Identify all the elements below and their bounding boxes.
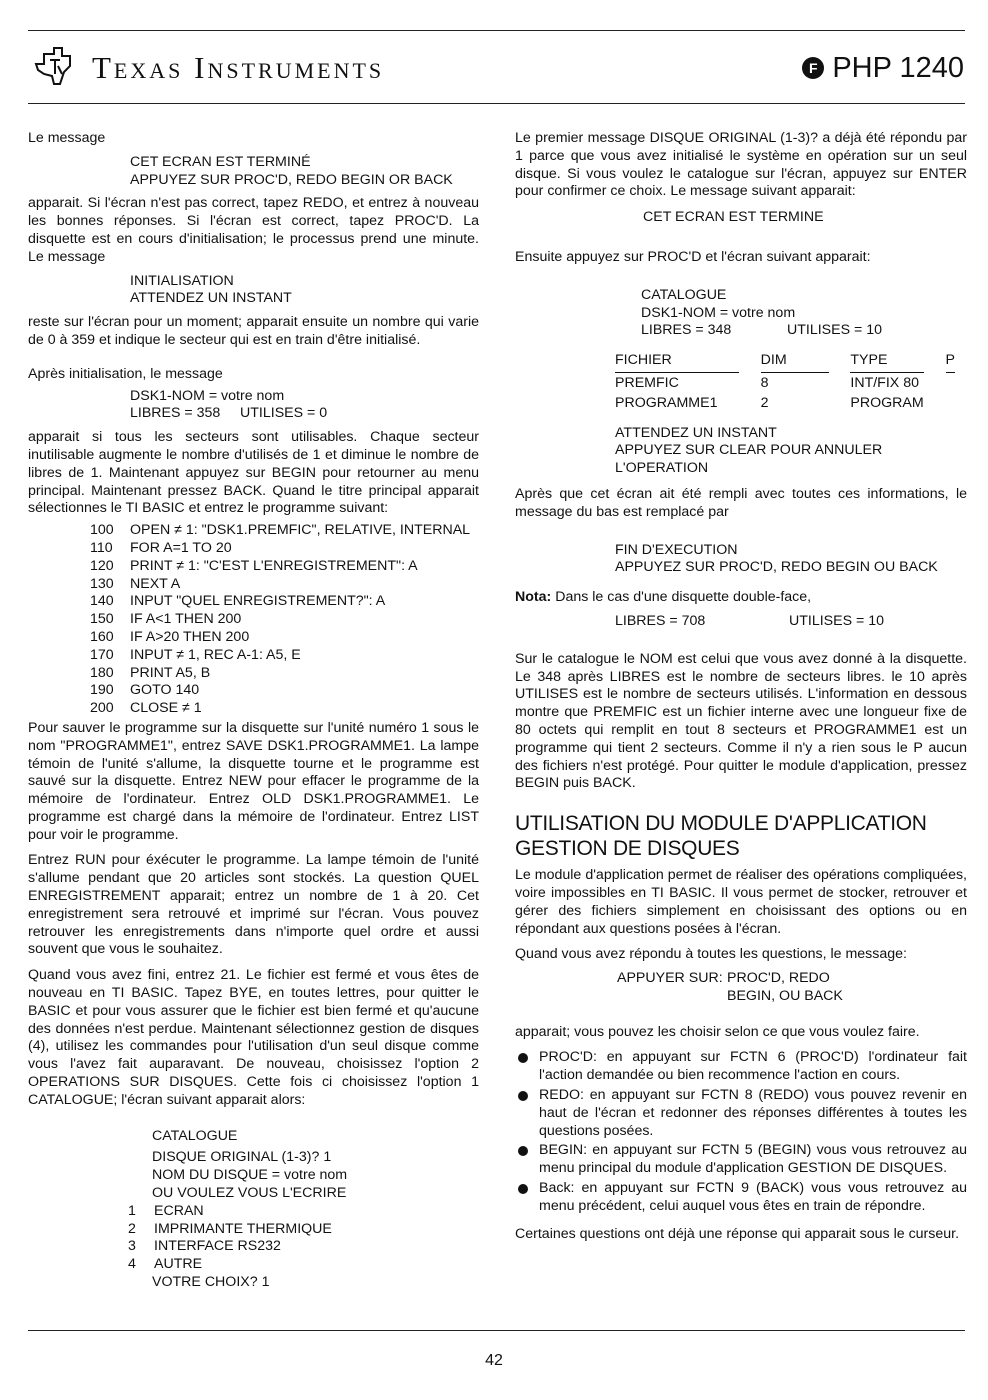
line-code: CLOSE ≠ 1 <box>130 700 202 717</box>
utilises-value: UTILISES = 10 <box>787 322 883 339</box>
paragraph: Ensuite appuyez sur PROC'D et l'écran suivant apparait: <box>515 248 871 265</box>
screen-line: APPUYEZ SUR PROC'D, REDO BEGIN OR BACK <box>130 171 453 188</box>
screen-line: DSK1-NOM = votre nom <box>641 304 796 321</box>
column-header: P <box>946 352 955 372</box>
option-label: INTERFACE RS232 <box>154 1238 281 1255</box>
screen-message <box>28 388 479 424</box>
nota-label: Nota: <box>515 589 552 606</box>
screen-line: ATTENDEZ UN INSTANT <box>615 424 777 441</box>
program-line <box>90 665 479 683</box>
menu-option <box>128 1238 479 1256</box>
product-label: PHP 1240 <box>832 52 964 84</box>
screen-line: FIN D'EXECUTION <box>615 541 738 558</box>
menu-option <box>128 1256 479 1274</box>
program-line <box>90 647 479 665</box>
option-label: AUTRE <box>154 1256 203 1273</box>
option-label: ECRAN <box>154 1202 204 1219</box>
screen-line: DSK1-NOM = votre nom <box>130 387 285 404</box>
line-number: 120 <box>90 557 114 574</box>
paragraph: Le premier message DISQUE ORIGINAL (1-3)? a déjà été répondu par 1 parce que vous avez initialisé le système en opération sur un seul disque. Si vous voulez le catalogue sur l'écran, appuyez sur ENTER pour confirmer ce choix. Le message suivant apparait: <box>515 130 967 200</box>
line-number: 180 <box>90 664 114 681</box>
table-row <box>615 393 955 413</box>
program-line <box>90 682 479 700</box>
table-row <box>615 372 955 392</box>
line-code: FOR A=1 TO 20 <box>130 539 232 556</box>
nota-text: Dans le cas d'une disquette double-face, <box>551 589 812 606</box>
product-code <box>802 50 964 86</box>
screen-lines <box>727 970 843 1006</box>
bullet-list <box>515 1049 967 1215</box>
screen-line: CATALOGUE <box>152 1127 238 1144</box>
screen-message <box>515 542 967 578</box>
screen-line <box>641 322 967 340</box>
line-number: 190 <box>90 682 114 699</box>
column-header: FICHIER <box>615 352 739 372</box>
section-heading: UTILISATION DU MODULE D'APPLICATION GESTION DE DISQUES <box>515 812 927 861</box>
paragraph: apparait si tous les secteurs sont utilisables. Chaque secteur inutilisable augmente le nombre d'utilisés de 1 et diminue le nombre de libres de 1. Maintenant appuyez sur BEGIN pour retourner au menu principal. Maintenant pressez BACK. Quand le titre principal apparait sélectionnes le TI BASIC et entrez le programme suivant: <box>28 429 479 517</box>
right-column <box>515 130 967 1259</box>
header-rule <box>28 103 965 104</box>
paragraph: Entrez RUN pour éxécuter le programme. La lampe témoin de l'unité s'allume pendant que 20 articles sont stockés. La question QUEL ENREGISTREMENT apparait; entrez un nombre de 1 à 20. Cet enregistrement sera retrouvé et imprimé sur l'écran. Vous pouvez retrouver les enregistrements dans n'importe quel ordre et aussi souvent que vous le souhaitez. <box>28 852 479 958</box>
program-line <box>90 540 479 558</box>
line-number: 150 <box>90 611 114 628</box>
screen-line: INITIALISATION <box>130 272 234 289</box>
line-code: GOTO 140 <box>130 682 200 699</box>
line-code: INPUT "QUEL ENREGISTREMENT?": A <box>130 593 386 610</box>
screen-line: VOTRE CHOIX? 1 <box>152 1274 270 1291</box>
footer-rule <box>28 1330 965 1331</box>
screen-line: CET ECRAN EST TERMINE <box>643 209 824 226</box>
screen-message <box>28 1128 479 1203</box>
table-cell <box>946 393 955 413</box>
list-item: BEGIN: en appuyant sur FCTN 5 (BEGIN) vous vous retrouvez au menu principal du module d'application GESTION DE DISQUES. <box>515 1142 967 1178</box>
line-code: IF A>20 THEN 200 <box>130 628 250 645</box>
program-line <box>90 611 479 629</box>
line-code: IF A<1 THEN 200 <box>130 611 242 628</box>
line-code: INPUT ≠ 1, REC A-1: A5, E <box>130 646 301 663</box>
screen-line: APPUYER SUR: <box>617 970 723 987</box>
libres-value: LIBRES = 708 <box>615 612 706 629</box>
program-line <box>90 629 479 647</box>
line-number: 140 <box>90 593 114 610</box>
paragraph: Certaines questions ont déjà une réponse qui apparait sous le curseur. <box>515 1225 960 1242</box>
screen-line: PROC'D, REDO <box>727 970 830 987</box>
list-item: PROC'D: en appuyant sur FCTN 6 (PROC'D) l'ordinateur fait l'action demandée ou bien recommence l'action en cours. <box>515 1049 967 1085</box>
top-rule <box>28 30 965 31</box>
table-cell: INT/FIX 80 <box>850 374 919 391</box>
line-number: 200 <box>90 700 114 717</box>
table-cell: 8 <box>760 374 769 391</box>
table-cell: 2 <box>760 394 769 411</box>
utilises-value: UTILISES = 10 <box>789 612 885 629</box>
table-cell <box>946 372 955 392</box>
line-number: 110 <box>90 539 113 556</box>
menu-option <box>128 1203 479 1221</box>
option-number: 4 <box>128 1256 136 1273</box>
list-item: REDO: en appuyant sur FCTN 8 (REDO) vous pouvez revenir en haut de l'écran et redonner des réponses différentes à toutes les questions posées. <box>515 1087 967 1140</box>
screen-line: CET ECRAN EST TERMINÉ <box>130 153 311 170</box>
table-header-row <box>615 352 955 372</box>
language-badge: F <box>802 57 824 79</box>
program-line <box>90 522 479 540</box>
paragraph: Quand vous avez fini, entrez 21. Le fichier est fermé et vous êtes de nouveau en TI BASIC. Tapez BYE, en toutes lettres, pour quitter le BASIC et pour vous assurer que le fichier est bien fermé et qu'aucune des données n'est perdue. Maintenant sélectionnez gestion de disques (4), utilisez les commandes pour l'utilisation d'un seul disque comme vous l'avez fait auparavant. De nouveau, choisissez l'option 2 OPERATIONS SUR DISQUES. Cette fois ci choisissez l'option 1 CATALOGUE; l'écran suivant apparait alors: <box>28 967 479 1108</box>
catalog-table <box>615 352 955 412</box>
table-cell: PROGRAM <box>850 394 924 411</box>
line-number: 100 <box>90 522 114 539</box>
screen-line: BEGIN, OU BACK <box>727 987 843 1004</box>
option-label: IMPRIMANTE THERMIQUE <box>154 1220 332 1237</box>
brand-name: Texas Instruments <box>92 50 385 85</box>
program-line <box>90 558 479 576</box>
paragraph: Pour sauver le programme sur la disquette sur l'unité numéro 1 sous le nom "PROGRAMME1", entrez SAVE DSK1.PROGRAMME1. La lampe témoin de l'unité s'allume, la disquette tourne et le programme est sauvé sur la disquette. Entrez NEW pour effacer le programme de la mémoire de l'ordinateur. Entrez OLD DSK1.PROGRAMME1. Le programme est chargé dans la mémoire de l'ordinateur. Entrez LIST pour voir le programme. <box>28 719 479 843</box>
paragraph: Le module d'application permet de réaliser des opérations compliquées, voire impossibles en TI BASIC. Il vous permet de stocker, retrouver et gérer des fichiers simplement en choisissant des options ou en répondant aux questions posées à l'écran. <box>515 867 967 937</box>
screen-line <box>515 613 967 631</box>
list-item: Back: en appuyant sur FCTN 9 (BACK) vous vous retrouvez au menu précédent, celui auquel vous êtes en train de répondre. <box>515 1180 967 1216</box>
screen-line: LIBRES = 358 UTILISES = 0 <box>130 405 328 422</box>
line-number: 130 <box>90 575 114 592</box>
page-number: 42 <box>485 1352 503 1369</box>
screen-message <box>515 970 967 1006</box>
ti-logo-icon <box>30 44 76 90</box>
left-column <box>28 130 479 1292</box>
screen-message <box>515 425 967 478</box>
paragraph: Quand vous avez répondu à toutes les questions, le message: <box>515 946 907 963</box>
screen-line: APPUYEZ SUR PROC'D, REDO BEGIN OU BACK <box>615 559 938 576</box>
program-line <box>90 593 479 611</box>
table-cell: PREMFIC <box>615 374 679 391</box>
screen-line: NOM DU DISQUE = votre nom <box>152 1167 348 1184</box>
screen-line: DISQUE ORIGINAL (1-3)? 1 <box>152 1149 332 1166</box>
option-number: 1 <box>128 1202 136 1219</box>
screen-line: CATALOGUE <box>641 286 727 303</box>
column-header: TYPE <box>850 352 923 372</box>
program-line <box>90 576 479 594</box>
table-cell: PROGRAMME1 <box>615 394 718 411</box>
line-code: PRINT ≠ 1: "C'EST L'ENREGISTREMENT": A <box>130 557 418 574</box>
paragraph: Sur le catalogue le NOM est celui que vous avez donné à la disquette. Le 348 après LIBRES est le nombre de secteurs libres. le 10 après UTILISES est le nombre de secteurs utilisés. L'information en dessous montre que PREMFIC est un fichier interne avec une longueur fixe de 80 octets qui remplit en tout 8 secteurs et PROGRAMME1 est un programme qui tient 2 secteurs. Comme il n'y a rien sous le P aucun des fichiers n'est protégé. Pour quitter le module d'application, pressez BEGIN puis BACK. <box>515 650 967 792</box>
screen-line: OU VOULEZ VOUS L'ECRIRE <box>152 1185 347 1202</box>
paragraph: reste sur l'écran pour un moment; apparait ensuite un nombre qui varie de 0 à 359 et indique le secteur qui est en train d'être initialisé. <box>28 314 479 348</box>
paragraph: apparait. Si l'écran n'est pas correct, tapez REDO, et entrez à nouveau les bonnes réponses. Si l'écran est correct, tapez PROC'D. La disquette est en cours d'initialisation; le processus prend une minute. Le message <box>28 195 479 265</box>
screen-line: APPUYEZ SUR CLEAR POUR ANNULER <box>615 442 883 459</box>
screen-message <box>28 273 479 309</box>
screen-message <box>28 154 479 190</box>
program-line <box>90 700 479 718</box>
libres-value: LIBRES = 348 <box>641 322 732 339</box>
paragraph: Le message <box>28 130 106 146</box>
line-number: 160 <box>90 628 114 645</box>
menu-list <box>28 1203 479 1274</box>
paragraph: apparait; vous pouvez les choisir selon ce que vous voulez faire. <box>515 1023 920 1040</box>
line-code: OPEN ≠ 1: "DSK1.PREMFIC", RELATIVE, INTERNAL <box>130 522 471 539</box>
line-code: PRINT A5, B <box>130 664 211 681</box>
screen-line: ATTENDEZ UN INSTANT <box>130 290 292 307</box>
screen-message <box>515 287 967 340</box>
program-listing <box>28 522 479 718</box>
line-number: 170 <box>90 646 114 663</box>
screen-line: L'OPERATION <box>615 460 709 477</box>
option-number: 3 <box>128 1238 136 1255</box>
line-code: NEXT A <box>130 575 181 592</box>
nota-paragraph <box>515 589 967 607</box>
menu-option <box>128 1221 479 1239</box>
option-number: 2 <box>128 1220 136 1237</box>
column-header: DIM <box>761 352 829 372</box>
paragraph: Après que cet écran ait été rempli avec toutes ces informations, le message du bas est remplacé par <box>515 485 967 520</box>
paragraph: Après initialisation, le message <box>28 365 223 382</box>
